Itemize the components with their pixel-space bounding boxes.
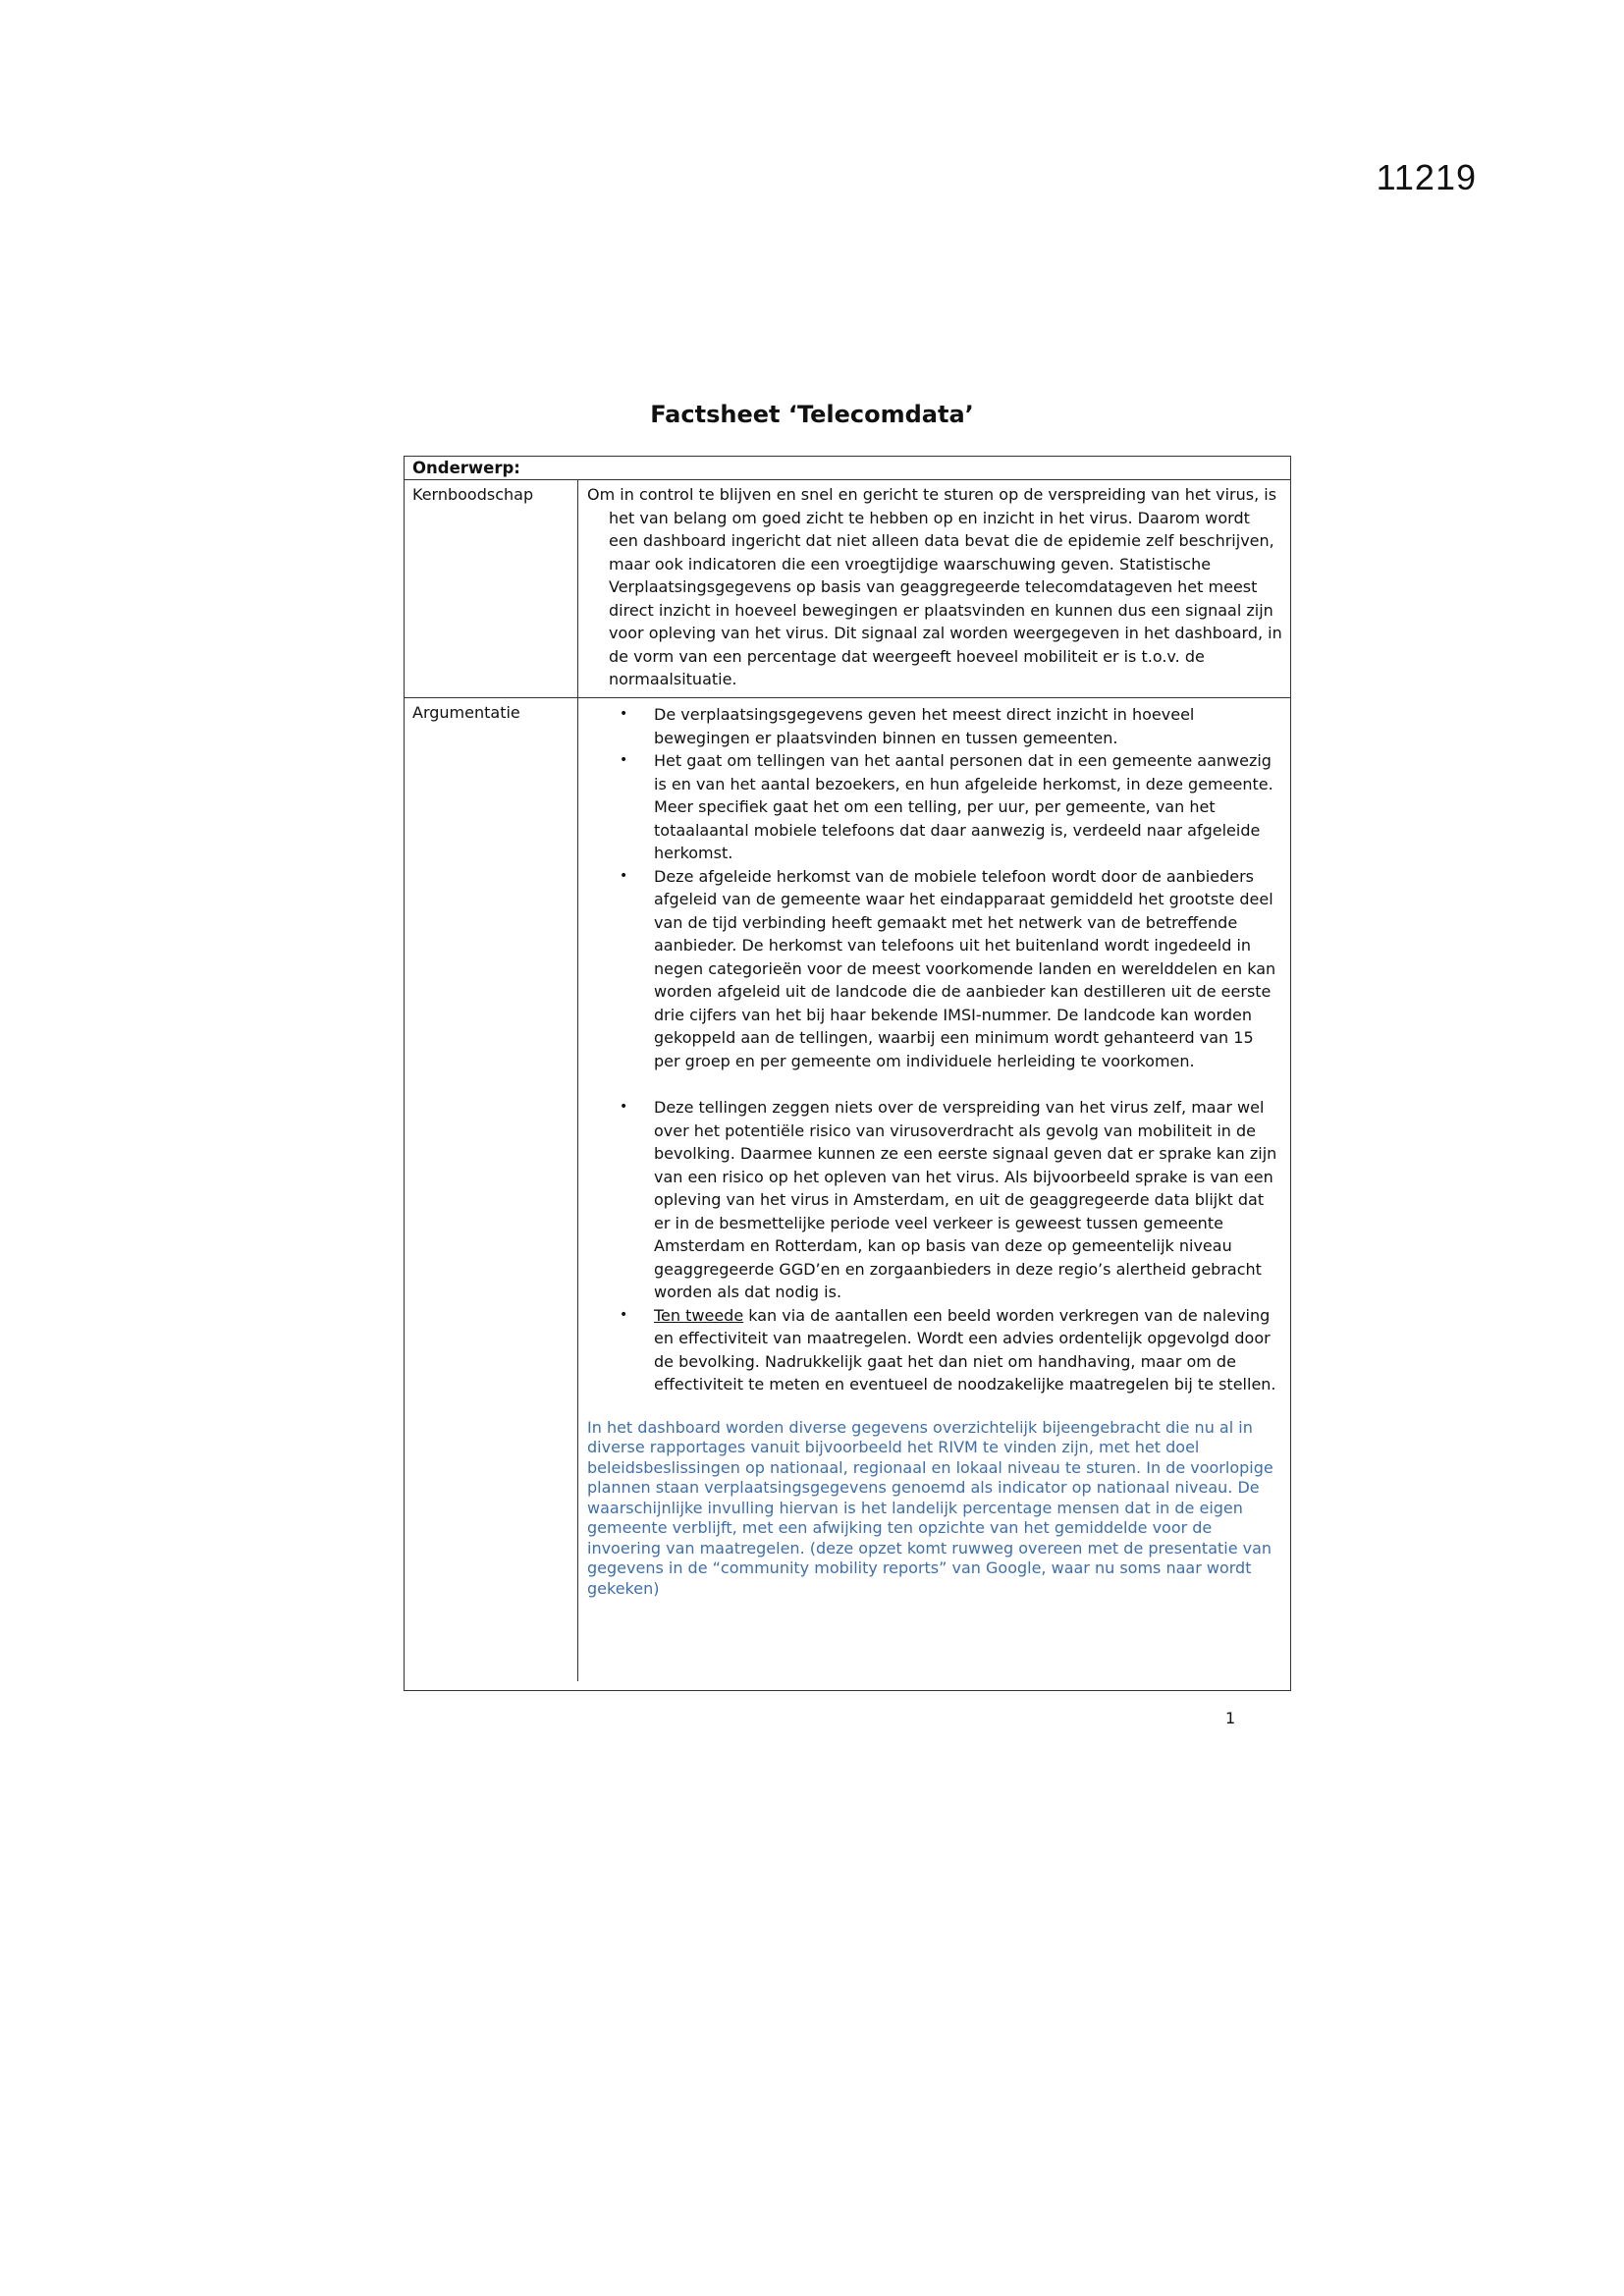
list-item bbox=[587, 1096, 1282, 1304]
row-content-argumentatie bbox=[578, 698, 1290, 1681]
bullet-text: De verplaatsingsgegevens geven het meest direct inzicht in hoeveel bewegingen er plaatsvinden binnen en tussen gemeenten. bbox=[654, 705, 1195, 747]
bullet-icon: • bbox=[620, 1306, 628, 1323]
bullet-lead-underlined: Ten tweede bbox=[654, 1305, 744, 1325]
page-number: 1 bbox=[1225, 1709, 1236, 1727]
bullet-icon: • bbox=[620, 867, 628, 884]
table-header-onderwerp: Onderwerp: bbox=[405, 457, 1290, 480]
table-row-argumentatie bbox=[405, 698, 1290, 1681]
factsheet-table bbox=[404, 456, 1291, 1691]
document-number: 11219 bbox=[1376, 157, 1477, 197]
bullet-icon: • bbox=[620, 752, 628, 768]
row-content-kernboodschap bbox=[578, 480, 1290, 697]
dashboard-note: In het dashboard worden diverse gegevens overzichtelijk bijeengebracht die nu al in diverse rapportages vanuit bijvoorbeeld het RIVM te vinden zijn, met het doel beleidsbeslissingen op nationaal, regionaal en lokaal niveau te sturen. In de voorlopige plannen staan verplaatsingsgegevens genoemd als indicator op nationaal niveau. De waarschijnlijke invulling hiervan is het landelijk percentage mensen dat in de eigen gemeente verblijft, met een afwijking ten opzichte van het gemiddelde voor de invoering van maatregelen. (deze opzet komt ruwweg overeen met de presentatie van gegevens in de “community mobility reports” van Google, waar nu soms naar wordt gekeken) bbox=[587, 1417, 1273, 1598]
list-item bbox=[587, 703, 1282, 749]
bullet-icon: • bbox=[620, 1099, 628, 1115]
bullet-icon: • bbox=[620, 706, 628, 722]
bullet-text: Deze tellingen zeggen niets over de verspreiding van het virus zelf, maar wel over het potentiële risico van virusoverdracht als gevolg van mobiliteit in de bevolking. Daarmee kunnen ze een eerste signaal geven dat er sprake kan zijn van een risico op het opleven van het virus. Als bijvoorbeeld sprake is van een opleving van het virus in Amsterdam, en uit de geaggregeerde data blijkt dat er in de besmettelijke periode veel verkeer is geweest tussen gemeente Amsterdam en Rotterdam, kan op basis van deze op gemeentelijk niveau geaggregeerde GGD’en en zorgaanbieders in deze regio’s alertheid gebracht worden als dat nodig is. bbox=[654, 1098, 1277, 1301]
bullet-text: kan via de aantallen een beeld worden verkregen van de naleving en effectiviteit van maatregelen. Wordt een advies ordentelijk opgevolgd door de bevolking. Nadrukkelijk gaat het dan niet om handhaving, maar om de effectiviteit te meten en eventueel de noodzakelijke maatregelen bij te stellen. bbox=[654, 1305, 1276, 1394]
row-label-argumentatie: Argumentatie bbox=[405, 698, 578, 1681]
list-item bbox=[587, 749, 1282, 865]
kernboodschap-text: Om in control te blijven en snel en gericht te sturen op de verspreiding van het virus, is het van belang om goed zicht te hebben op en inzicht in het virus. Daarom wordt een dashboard ingericht dat niet alleen data bevat die de epidemie zelf beschrijven, maar ook indicatoren die een vroegtijdige waarschuwing geven. Statistische Verplaatsingsgegevens op basis van geaggregeerde telecomdatageven het meest direct inzicht in hoeveel bewegingen er plaatsvinden en kunnen dus een signaal zijn voor opleving van het virus. Dit signaal zal worden weergegeven in het dashboard, in de vorm van een percentage dat weergeeft hoeveel mobiliteit er is t.o.v. de normaalsituatie. bbox=[587, 485, 1282, 688]
argumentatie-bullet-list bbox=[587, 703, 1282, 1396]
bullet-text: Deze afgeleide herkomst van de mobiele telefoon wordt door de aanbieders afgeleid van de gemeente waar het eindapparaat gemiddeld het grootste deel van de tijd verbinding heeft gemaakt met het netwerk van de betreffende aanbieder. De herkomst van telefoons uit het buitenland wordt ingedeeld in negen categorieën voor de meest voorkomende landen en werelddelen en kan worden afgeleid uit de landcode die de aanbieder kan destilleren uit de eerste drie cijfers van het bij haar bekende IMSI-nummer. De landcode kan worden gekoppeld aan de tellingen, waarbij een minimum wordt gehanteerd van 15 per groep en per gemeente om individuele herleiding te voorkomen. bbox=[654, 866, 1276, 1070]
row-label-kernboodschap: Kernboodschap bbox=[405, 480, 578, 697]
page-title: Factsheet ‘Telecomdata’ bbox=[650, 401, 974, 428]
list-item bbox=[587, 1304, 1282, 1396]
list-item bbox=[587, 865, 1282, 1073]
table-row-kernboodschap bbox=[405, 480, 1290, 698]
bullet-text: Het gaat om tellingen van het aantal personen dat in een gemeente aanwezig is en van het aantal bezoekers, en hun afgeleide herkomst, in deze gemeente. Meer specifiek gaat het om een telling, per uur, per gemeente, van het totaalaantal mobiele telefoons dat daar aanwezig is, verdeeld naar afgeleide herkomst. bbox=[654, 751, 1273, 862]
